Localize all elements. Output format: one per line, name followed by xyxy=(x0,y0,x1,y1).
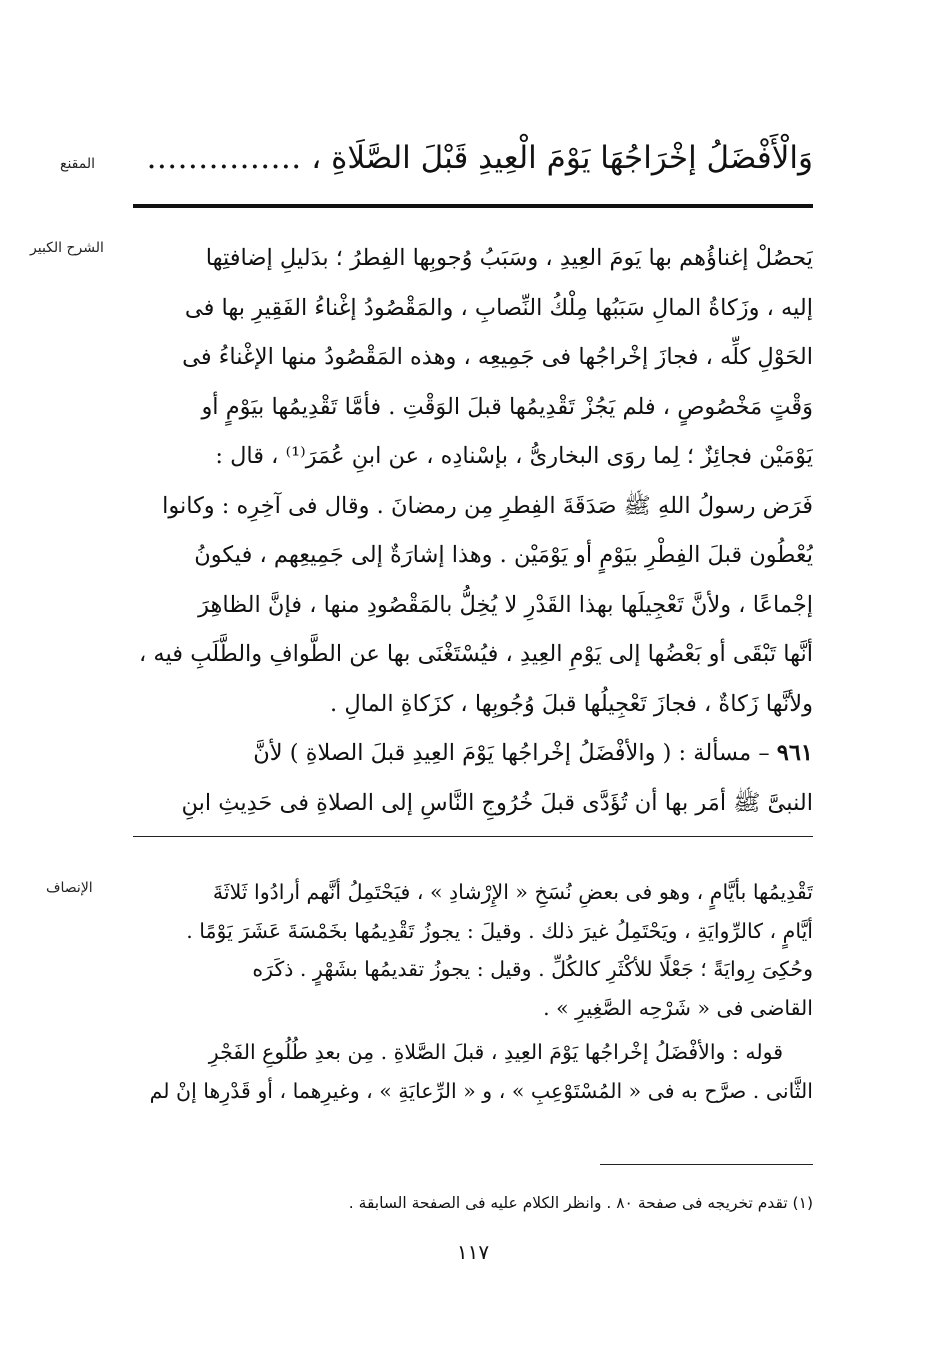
sharh-line: إجْماعًا ، ولأنَّ تَعْجِيلَها بهذا القَدْرِ لا يُخِلُّ بالمَقْصُودِ منها ، فإنَّ الظاهِرَ xyxy=(198,591,813,618)
sharh-line: يَحصُلْ إغناؤُهم بها يَومَ العِيدِ ، وسَبَبُ وُجوبِها الفِطرُ ؛ بدَليلِ إضافتِها xyxy=(205,245,813,271)
masala-line-2: النبىَّ ﷺ أمَر بها أن تُؤَدَّى قبلَ خُرُوجِ النَّاسِ إلى الصلاةِ فى حَدِيثِ ابنِ xyxy=(181,789,813,816)
side-label-sharh: الشرح الكبير xyxy=(30,240,104,256)
header-divider xyxy=(133,204,813,208)
masala-line xyxy=(133,729,813,779)
insaf-line: أيَّامٍ ، كالرِّوايَةِ ، ويَحْتَمِلُ غيرَ ذلك . وقيلَ : يجوزُ تَقْدِيمُها بخَمْسَةَ عَشَرَ يَوْمًا . xyxy=(186,918,813,943)
sharh-line: وَقْتٍ مَخْصُوصٍ ، فلم يَجُزْ تَقْدِيمُها قبلَ الوَقْتِ . فأمَّا تَقْدِيمُها بيَوْمٍ أو xyxy=(201,393,813,420)
side-label-insaf: الإنصاف xyxy=(46,880,93,896)
masala-text: – مسألة : ( والأفْضَلُ إخْراجُها يَوْمَ العِيدِ قبلَ الصلاةِ ) لأنَّ xyxy=(253,740,777,766)
matn-line: وَالْأَفْضَلُ إخْرَاجُهَا يَوْمَ الْعِيدِ قَبْلَ الصَّلَاةِ ، …………… xyxy=(146,140,813,176)
sharh-line: يَوْمَيْن فجائِزٌ ؛ لِما روَى البخارىُّ ، بإسْنادِه ، عن ابنِ عُمَرَ⁽¹⁾ ، قال : xyxy=(215,443,813,469)
insaf-line: تَقْدِيمُها بأيَّامٍ ، وهو فى بعضِ نُسَخِ « الإِرْشادِ » ، فيَحْتَمِلُ أنَّهم أرادُوا ثَلاثَةَ xyxy=(212,880,813,904)
sharh-line: يُعْطُون قبلَ الفِطْرِ بيَوْمٍ أو يَوْمَيْن . وهذا إشارَةٌ إلى جَمِيعِهم ، فيكونُ xyxy=(194,542,813,568)
insaf-line: وحُكِىَ رِوايَةً ؛ جَعْلًا للأكْثَرِ كالكُلِّ . وقيل : يجوزُ تقديمُها بشَهْرٍ . ذكَرَه xyxy=(252,957,813,981)
insaf-line: القاضى فى « شَرْحِه الصَّغِيرِ » . xyxy=(543,995,813,1020)
side-label-muqni: المقنع xyxy=(60,156,96,172)
sharh-line: أنَّها تَبْقَى أو بَعْضُها إلى يَوْمِ العِيدِ ، فيُسْتَغْنَى بها عن الطَّوافِ والطَّلَبِ فيه ، xyxy=(139,641,813,667)
footnote-divider xyxy=(600,1164,813,1165)
masala-number: ٩٦١ xyxy=(776,740,813,766)
insaf-text xyxy=(133,873,813,1110)
insaf-line: الثَّانى . صرَّح به فى « المُسْتَوْعِبِ » ، و « الرِّعايَةِ » ، وغيرِهما ، أو قَدْرِها إنْ لم xyxy=(149,1078,813,1103)
sharh-line: إليه ، وزَكاةُ المالِ سَبَبُها مِلْكُ النِّصابِ ، والمَقْصُودُ إغْناءُ الفَقِيرِ بها فى xyxy=(184,294,813,321)
page-number: ١١٧ xyxy=(456,1240,490,1264)
footnote: (١) تقدم تخريجه فى صفحة ٨٠ . وانظر الكلام عليه فى الصفحة السابقة . xyxy=(348,1194,813,1212)
section-divider xyxy=(133,836,813,837)
sharh-line: الحَوْلِ كلِّه ، فجازَ إخْراجُها فى جَمِيعِه ، وهذه المَقْصُودُ منها الإغْناءُ فى xyxy=(182,344,813,370)
insaf-line: قوله : والأفْضَلُ إخْراجُها يَوْمَ العِيدِ ، قبلَ الصَّلاةِ . مِن بعدِ طُلُوعِ الفَجْرِ xyxy=(208,1040,783,1064)
sharh-line: ولأنَّها زَكاةٌ ، فجازَ تَعْجِيلُها قبلَ وُجُوبِها ، كزَكاةِ المالِ . xyxy=(330,690,813,717)
sharh-line: فَرَض رسولُ اللهِ ﷺ صَدَقَةَ الفِطرِ مِن رمضانَ . وقال فى آخِرِه : وكانوا xyxy=(162,492,813,519)
sharh-text xyxy=(133,234,813,828)
